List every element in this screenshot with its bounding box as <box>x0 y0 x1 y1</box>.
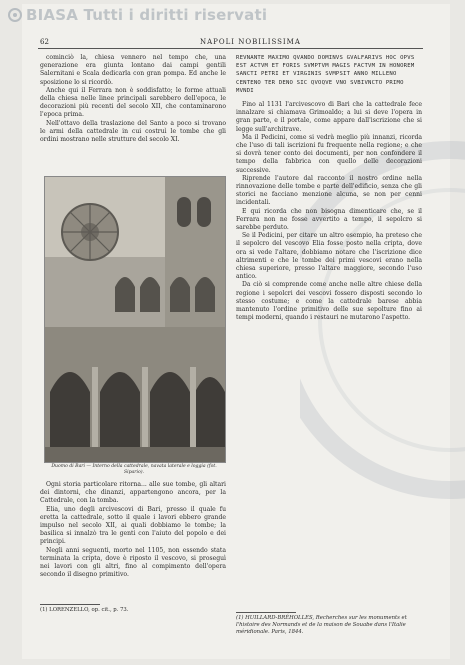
footnote-right: (1) HUILLARD-BRÉHOLLES, Recherches sur les monuments et l'histoire des Normands et de la maison de Souabe dans l'Italie méridionale. Paris, 1844. <box>236 615 407 635</box>
paragraph: Riprende l'autore dal racconto il nostro ordine nella rinnovazione delle tombe e parte dell'edificio, senza che gli storici ne facciano menzione alcuna, se non per cenni incidentali. <box>236 174 422 207</box>
watermark-text: BIASA Tutti i diritti riservati <box>26 6 268 24</box>
footnote-rule <box>40 604 100 605</box>
page-number: 62 <box>40 38 49 46</box>
paragraph: cominciò la, chiesa vennero nel tempo che, una generazione era giunta lontano dai campi gentili Salernitani e Scala dedicarla con gran pompa. Ed anche le sposizione lo si ricordò. <box>40 54 226 86</box>
paragraph: Ogni storia particolare ritorna... alle sue tombe, gli altari dei dintorni, che dinanzi, appartengono ancora, per la Cattedrale, con la tomba. <box>40 481 226 505</box>
paragraph: E qui ricorda che non bisogna dimenticare che, se il Ferrara non ne fosse avvertito a tempo, il sepolcro si sarebbe perduto. <box>236 207 422 232</box>
paragraph: Anche qui il Ferrara non è soddisfatto; le forme attuali della chiesa nelle linee principali sarebbero dell'epoca, le decorazioni più recenti del secolo XII, che contaminarono l'epoca prima. <box>40 86 226 119</box>
header-rule <box>38 48 423 49</box>
left-column-text <box>40 54 226 144</box>
figure-caption: Duomo di Bari — Interno della cattedrale, navata laterale e loggia (fot. Sipario). <box>51 464 217 475</box>
watermark-logo-icon <box>8 8 22 22</box>
running-title: NAPOLI NOBILISSIMA <box>200 38 301 46</box>
cathedral-photo <box>44 176 226 463</box>
paragraph: Elia, uno degli arcivescovi di Bari, presso il quale fu eretta la cattedrale, sotto il quale i lavori ebbero grande impulso nel secolo XII, ai quali dobbiamo le tombe; la basilica si innalzò tra le genti con l'aiuto del popolo e dei principi. <box>40 505 226 546</box>
latin-inscription: REVNANTE MAXIMO QVANDO DOMINVS GVALFARIVS HOC OPVS EST ACTVM ET FORIS SVMPTVM MAGIS FACTVM IN HONOREM SANCTI PETRI ET VIRGINIS SVMPSIT ANNO MILLENO CENTENO TER DENO SIC QVOQVE VNO SVBIVNCTO PRIMO MVNDI <box>236 55 415 94</box>
footnote-left: (1) LORENZELLO, op. cit., p. 73. <box>40 607 129 613</box>
paragraph: Nell'ottavo della traslazione del Santo a poco si trovano le armi della cattedrale in cui costruì le tombe che gli ordini mostrano nelle strutture del secolo XI. <box>40 119 226 144</box>
paragraph: Se il Pedicini, per citare un altro esempio, ha preteso che il sepolcro del vescovo Elia fosse posto nella cripta, dove ora si vede l'altare, dobbiamo notare che l'iscrizione dice altrimenti e che le tombe dei primi vescovi erano nella chiesa superiore, presso l'altare maggiore, secondo l'uso antico. <box>236 232 422 281</box>
paragraph: Ma il Pedicini, come si vedrà meglio più innanzi, ricorda che l'uso di tali iscrizioni fu frequente nella regione; e che si dovrà tener conto dei documenti, per non confondere il tempo della fabbrica con quello delle decorazioni successive. <box>236 133 422 174</box>
watermark <box>8 6 267 24</box>
paragraph: Fino al 1131 l'arcivescovo di Bari che la cattedrale fece innalzare si chiamava Grimoaldo; a lui si deve l'opera in gran parte, e il portale, come appare dall'iscrizione che si legge sull'architrave. <box>236 101 422 133</box>
paragraph: Da ciò si comprende come anche nelle altre chiese della regione i sepolcri dei vescovi fossero disposti secondo lo stesso costume; e come la cattedrale barese abbia mantenuto l'ordine primitivo delle sue sepolture fino ai tempi moderni, quando i restauri ne mutarono l'aspetto. <box>236 281 422 322</box>
left-column-lower-text <box>40 481 226 601</box>
right-column-text <box>236 54 422 614</box>
footnote-rule <box>236 612 296 613</box>
paragraph: Negli anni seguenti, morto nel 1105, non essendo stata terminata la cripta, dove è riposto il vescovo, si proseguì nei lavori con gli altri, fino al compimento dell'opera secondo il disegno primitivo. <box>40 546 226 579</box>
